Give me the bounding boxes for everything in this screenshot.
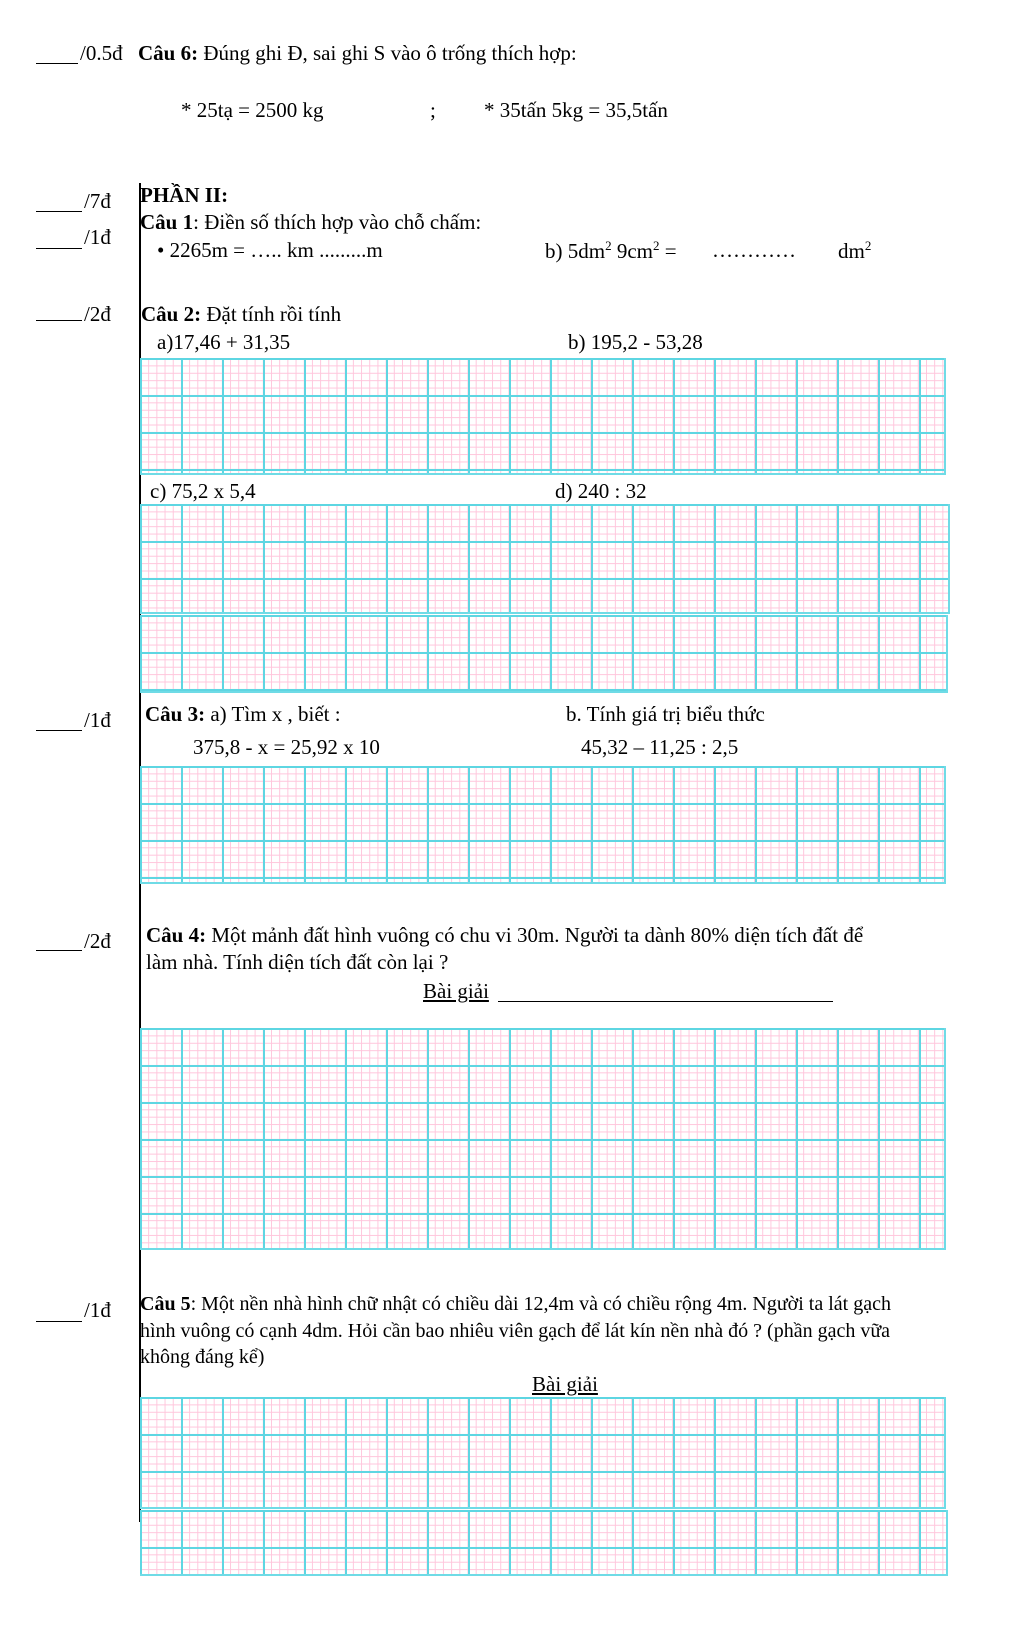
q6-label: Câu 6:: [138, 41, 199, 65]
answer-grid-q2-cd-lower[interactable]: [140, 615, 948, 693]
q3-heading: [145, 702, 341, 727]
answer-grid-q5[interactable]: [140, 1397, 946, 1509]
q1-unit: $dm^2$: [838, 238, 872, 263]
score-part2: /7đ: [84, 189, 111, 213]
answer-grid-q4[interactable]: [140, 1028, 946, 1250]
score-blank-q1[interactable]: [36, 248, 82, 249]
q1-part-b: b) $5dm^2$ $9cm^2$ =: [545, 238, 677, 263]
q1-heading: [140, 210, 481, 235]
score-q1: /1đ: [84, 225, 111, 249]
score-blank-q6[interactable]: [36, 63, 78, 64]
q5-text-1: : Một nền nhà hình chữ nhật có chiều dài 12,4m và có chiều rộng 4m. Người ta lát gạch: [190, 1293, 891, 1315]
part2-title: PHẦN II:: [140, 183, 229, 207]
q3-label: Câu 3:: [145, 702, 206, 726]
score-blank-q5[interactable]: [36, 1321, 82, 1322]
q5-solution-label: Bài giải: [532, 1372, 598, 1396]
score-q5: /1đ: [84, 1298, 111, 1322]
q5-label: Câu 5: [140, 1293, 191, 1315]
q4-solution-rule: [498, 1001, 833, 1002]
score-q3: /1đ: [84, 708, 111, 732]
q2-part-a: a)17,46 + 31,35: [157, 330, 291, 354]
score-blank-q3[interactable]: [36, 730, 82, 731]
q4-label: Câu 4:: [146, 923, 207, 947]
q5-line-2: hình vuông có cạnh 4dm. Hỏi cần bao nhiêu viên gạch để lát kín nền nhà đó ? (phần gạch vữa: [140, 1320, 891, 1342]
q2-part-c: c) 75,2 x 5,4: [150, 479, 256, 503]
q2-part-b: b) 195,2 - 53,28: [568, 330, 703, 354]
q4-line-2: làm nhà. Tính diện tích đất còn lại ?: [146, 950, 449, 974]
q4-solution-label: Bài giải: [423, 979, 489, 1003]
answer-grid-q3[interactable]: [140, 766, 946, 884]
score-q2: /2đ: [84, 302, 111, 326]
q2-label: Câu 2:: [141, 302, 202, 326]
score-q4: /2đ: [84, 929, 111, 953]
q2-part-d: d) 240 : 32: [555, 479, 647, 503]
q3-part-b-title: b. Tính giá trị biểu thức: [566, 702, 765, 726]
q6-separator: ;: [430, 98, 436, 122]
q6-item-2: * 35tấn 5kg = 35,5tấn: [484, 98, 668, 122]
score-q6: /0.5đ: [80, 41, 123, 65]
q3-part-a-expression: 375,8 - x = 25,92 x 10: [193, 735, 380, 759]
q6-text: Đúng ghi Đ, sai ghi S vào ô trống thích hợp:: [203, 41, 577, 65]
q5-line-1: [140, 1293, 891, 1316]
q2-text: Đặt tính rồi tính: [206, 302, 342, 326]
q4-text-1: Một mảnh đất hình vuông có chu vi 30m. Người ta dành 80% diện tích đất để: [206, 923, 864, 947]
q1-label: Câu 1: [140, 210, 194, 234]
q3-part-a-title: a) Tìm x , biết :: [205, 702, 341, 726]
q5-line-3: không đáng kể): [140, 1346, 265, 1368]
q1-part-a: • 2265m = ….. km .........m: [157, 238, 383, 262]
q2-heading: [141, 302, 341, 327]
q1-text: : Điền số thích hợp vào chỗ chấm:: [193, 210, 482, 234]
q6-item-1: * 25tạ = 2500 kg: [181, 98, 324, 122]
score-blank-q2[interactable]: [36, 320, 82, 321]
answer-grid-q2-ab[interactable]: [140, 358, 946, 475]
q6-heading: [138, 41, 577, 66]
q1-answer-dots[interactable]: …………: [712, 238, 796, 262]
q4-line-1: [146, 923, 863, 948]
q3-part-b-expression: 45,32 – 11,25 : 2,5: [581, 735, 739, 759]
score-blank-q4[interactable]: [36, 950, 82, 951]
answer-grid-q5-lower[interactable]: [140, 1510, 948, 1576]
answer-grid-q2-cd[interactable]: [140, 504, 950, 614]
score-blank-part2[interactable]: [36, 211, 82, 212]
